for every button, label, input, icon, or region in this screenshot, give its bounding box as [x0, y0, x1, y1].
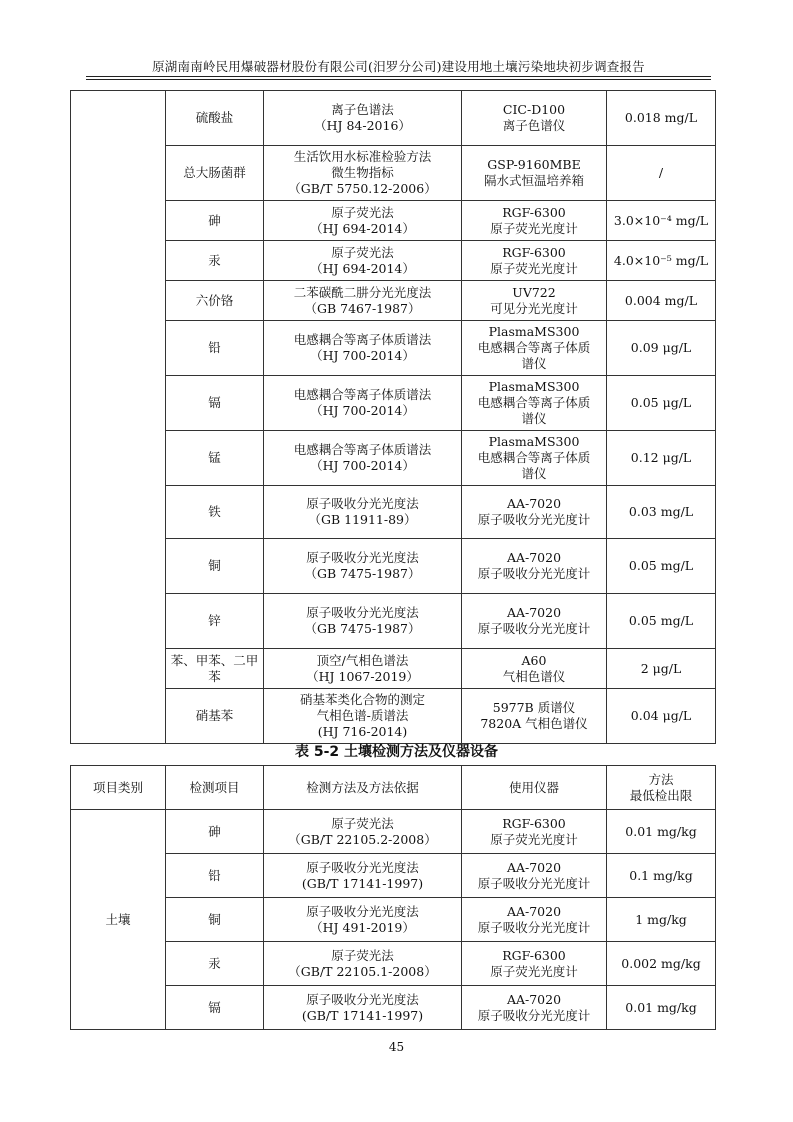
instrument-line: A60 [521, 652, 547, 668]
method-cell [264, 281, 462, 321]
item-cell [166, 321, 264, 376]
method-cell [264, 854, 462, 898]
method-line: 原子荧光法 [331, 204, 394, 220]
table-row [71, 986, 716, 1030]
instrument-cell [462, 594, 607, 649]
table-row [71, 689, 716, 744]
item-cell [166, 431, 264, 486]
instrument-line: AA-7020 [506, 496, 562, 511]
table-row [71, 898, 716, 942]
instrument-cell [462, 431, 607, 486]
instrument-line: 电感耦合等离子体质 [477, 395, 591, 410]
item-cell [166, 594, 264, 649]
item-line: 苯 [208, 668, 221, 684]
header-item: 检测项目 [166, 766, 264, 810]
instrument-cell [462, 376, 607, 431]
method-line: 原子吸收分光光度法 [306, 550, 419, 565]
instrument-line: 谱仪 [521, 466, 547, 481]
method-line: 原子吸收分光光度法 [306, 496, 419, 511]
instrument-line: 气相色谱仪 [502, 668, 566, 684]
method-line: (GB/T 17141-1997) [301, 1007, 424, 1023]
item-line: 硫酸盐 [195, 110, 234, 125]
method-line: （HJ 700-2014） [310, 458, 415, 473]
table-row [71, 539, 716, 594]
item-cell [166, 689, 264, 744]
instrument-line: GSP-9160MBE [487, 157, 581, 172]
instrument-line: 7820A 气相色谱仪 [480, 716, 588, 731]
method-line: 原子吸收分光光度法 [306, 605, 419, 620]
method-line: 原子荧光法 [331, 947, 394, 963]
method-line: （GB 7475-1987） [304, 621, 421, 636]
method-line: （GB/T 5750.12-2006） [288, 181, 437, 196]
limit-cell: 0.002 mg/kg [607, 942, 716, 986]
item-line: 苯、甲苯、二甲 [170, 652, 259, 668]
method-line: 原子吸收分光光度法 [306, 991, 419, 1007]
method-cell [264, 91, 462, 146]
header-limit-line: 最低检出限 [629, 787, 693, 803]
method-line: 原子荧光法 [331, 244, 394, 260]
item-line: 铜 [208, 558, 221, 573]
limit-cell: 3.0×10⁻⁴ mg/L [607, 201, 716, 241]
method-cell [264, 689, 462, 744]
item-line: 砷 [208, 212, 221, 228]
instrument-line: CIC-D100 [502, 102, 566, 117]
method-line: （GB 11911-89） [308, 512, 417, 527]
header-rule [86, 76, 711, 77]
method-cell [264, 241, 462, 281]
item-cell: 铅 [166, 854, 264, 898]
item-line: 铅 [208, 340, 221, 355]
table-row [71, 942, 716, 986]
method-cell [264, 486, 462, 539]
table-row [71, 91, 716, 146]
limit-cell: 0.018 mg/L [607, 91, 716, 146]
table-caption: 表 5-2 土壤检测方法及仪器设备 [294, 744, 499, 760]
limit-cell: 0.09 μg/L [607, 321, 716, 376]
method-cell [264, 986, 462, 1030]
limit-cell: 0.01 mg/kg [607, 810, 716, 854]
table-row [71, 241, 716, 281]
table-row [71, 810, 716, 854]
method-line: 原子吸收分光光度法 [306, 859, 419, 875]
instrument-line: 原子荧光光度计 [490, 220, 578, 236]
instrument-cell [462, 321, 607, 376]
limit-cell: 0.01 mg/kg [607, 986, 716, 1030]
limit-cell: 0.03 mg/L [607, 486, 716, 539]
instrument-cell [462, 281, 607, 321]
method-line: 微生物指标 [331, 165, 394, 180]
method-line: 二苯碳酰二肼分光光度法 [293, 284, 432, 300]
item-cell [166, 539, 264, 594]
instrument-cell [462, 689, 607, 744]
method-line: （HJ 1067-2019） [306, 668, 419, 684]
limit-cell: 1 mg/kg [607, 898, 716, 942]
method-line: (GB/T 17141-1997) [301, 875, 424, 891]
method-line: 气相色谱-质谱法 [316, 708, 409, 723]
instrument-line: PlasmaMS300 [488, 379, 580, 394]
category-cell: 土壤 [71, 810, 166, 1030]
method-line: （HJ 694-2014） [310, 220, 415, 236]
method-cell [264, 539, 462, 594]
limit-cell: 4.0×10⁻⁵ mg/L [607, 241, 716, 281]
instrument-line: 可见分光光度计 [490, 300, 578, 316]
item-cell: 砷 [166, 810, 264, 854]
item-line: 硝基苯 [195, 708, 234, 723]
instrument-line: 原子荧光光度计 [490, 260, 578, 276]
item-line: 锌 [208, 613, 221, 628]
item-line: 锰 [208, 450, 221, 465]
method-line: （HJ 84-2016） [314, 118, 411, 133]
instrument-line: 原子吸收分光光度计 [477, 566, 591, 581]
instrument-line: 谱仪 [521, 411, 547, 426]
item-cell [166, 281, 264, 321]
table-row [71, 854, 716, 898]
instrument-line: UV722 [512, 284, 556, 300]
instrument-cell [462, 986, 607, 1030]
page-header: 原湖南南岭民用爆破器材股份有限公司(汨罗分公司)建设用地土壤污染地块初步调查报告 [152, 59, 645, 74]
method-cell [264, 810, 462, 854]
page-number: 45 [388, 1040, 405, 1054]
method-line: 顶空/气相色谱法 [316, 652, 409, 668]
table-row [71, 281, 716, 321]
method-line: (HJ 716-2014) [317, 724, 408, 739]
instrument-cell [462, 854, 607, 898]
item-line: 六价铬 [195, 292, 234, 308]
instrument-cell [462, 146, 607, 201]
limit-cell: 0.04 μg/L [607, 689, 716, 744]
instrument-line: 原子荧光光度计 [490, 963, 578, 979]
instrument-line: 原子吸收分光光度计 [477, 1007, 591, 1023]
method-line: 生活饮用水标准检验方法 [293, 149, 432, 164]
header-method: 检测方法及方法依据 [264, 766, 462, 810]
instrument-line: 原子吸收分光光度计 [477, 621, 591, 636]
table-row [71, 649, 716, 689]
item-cell [166, 649, 264, 689]
method-line: 电感耦合等离子体质谱法 [293, 442, 432, 457]
instrument-cell [462, 201, 607, 241]
instrument-line: 原子吸收分光光度计 [477, 512, 591, 527]
instrument-cell [462, 942, 607, 986]
header-limit-line: 方法 [648, 771, 674, 787]
method-cell [264, 431, 462, 486]
limit-cell: 0.1 mg/kg [607, 854, 716, 898]
limit-cell: 2 μg/L [607, 649, 716, 689]
instrument-cell [462, 810, 607, 854]
instrument-cell [462, 486, 607, 539]
limit-cell: / [607, 146, 716, 201]
method-line: 原子荧光法 [331, 815, 394, 831]
limit-cell: 0.004 mg/L [607, 281, 716, 321]
method-cell [264, 898, 462, 942]
instrument-line: 原子吸收分光光度计 [477, 875, 591, 891]
method-cell [264, 649, 462, 689]
method-line: （GB/T 22105.1-2008） [288, 963, 437, 979]
instrument-line: RGF-6300 [502, 815, 566, 831]
method-line: 电感耦合等离子体质谱法 [293, 387, 432, 402]
item-line: 汞 [208, 252, 221, 268]
item-line: 铁 [208, 504, 221, 519]
method-line: （GB 7467-1987） [304, 300, 421, 316]
method-cell [264, 321, 462, 376]
table-row [71, 201, 716, 241]
table-header-row [71, 766, 716, 810]
method-line: 电感耦合等离子体质谱法 [293, 332, 432, 347]
instrument-line: AA-7020 [506, 550, 562, 565]
limit-cell: 0.05 mg/L [607, 539, 716, 594]
instrument-line: AA-7020 [506, 991, 562, 1007]
table-row [71, 146, 716, 201]
water-methods-table [70, 90, 716, 744]
instrument-line: AA-7020 [506, 859, 562, 875]
method-cell [264, 376, 462, 431]
item-cell [166, 91, 264, 146]
table-row [71, 594, 716, 649]
instrument-cell [462, 898, 607, 942]
item-cell: 汞 [166, 942, 264, 986]
header-category: 项目类别 [71, 766, 166, 810]
table-row [71, 486, 716, 539]
item-cell: 镉 [166, 986, 264, 1030]
soil-methods-table [70, 765, 716, 1030]
limit-cell: 0.12 μg/L [607, 431, 716, 486]
instrument-line: AA-7020 [506, 605, 562, 620]
instrument-line: 原子荧光光度计 [490, 831, 578, 847]
instrument-line: 电感耦合等离子体质 [477, 340, 591, 355]
item-line: 镉 [208, 395, 221, 410]
instrument-line: 谱仪 [521, 356, 547, 371]
instrument-line: 电感耦合等离子体质 [477, 450, 591, 465]
instrument-line: PlasmaMS300 [488, 434, 580, 449]
instrument-cell [462, 649, 607, 689]
instrument-line: PlasmaMS300 [488, 324, 580, 339]
item-cell [166, 146, 264, 201]
header-limit [607, 766, 716, 810]
method-line: （HJ 700-2014） [310, 403, 415, 418]
method-cell [264, 201, 462, 241]
method-line: 离子色谱法 [331, 102, 394, 117]
method-cell [264, 942, 462, 986]
method-line: （GB/T 22105.2-2008） [288, 831, 437, 847]
instrument-line: 原子吸收分光光度计 [477, 919, 591, 935]
method-line: （GB 7475-1987） [304, 566, 421, 581]
instrument-line: 离子色谱仪 [502, 118, 566, 133]
instrument-line: RGF-6300 [502, 204, 566, 220]
table-row [71, 431, 716, 486]
item-line: 总大肠菌群 [183, 165, 246, 180]
instrument-line: RGF-6300 [502, 947, 566, 963]
method-line: （HJ 700-2014） [310, 348, 415, 363]
method-line: 原子吸收分光光度法 [306, 903, 419, 919]
table-row [71, 376, 716, 431]
instrument-line: 5977B 质谱仪 [492, 700, 576, 715]
item-cell [166, 201, 264, 241]
method-cell [264, 594, 462, 649]
instrument-line: RGF-6300 [502, 244, 566, 260]
limit-cell: 0.05 μg/L [607, 376, 716, 431]
category-cell [71, 91, 166, 744]
item-cell [166, 376, 264, 431]
item-cell [166, 241, 264, 281]
table-row [71, 321, 716, 376]
item-cell [166, 486, 264, 539]
instrument-cell [462, 241, 607, 281]
instrument-line: 隔水式恒温培养箱 [483, 173, 584, 188]
instrument-cell [462, 91, 607, 146]
instrument-line: AA-7020 [506, 903, 562, 919]
item-cell: 铜 [166, 898, 264, 942]
method-line: （HJ 491-2019） [310, 919, 415, 935]
method-cell [264, 146, 462, 201]
header-instrument: 使用仪器 [462, 766, 607, 810]
header-rule-thin [86, 79, 711, 80]
limit-cell: 0.05 mg/L [607, 594, 716, 649]
method-line: （HJ 694-2014） [310, 260, 415, 276]
instrument-cell [462, 539, 607, 594]
method-line: 硝基苯类化合物的测定 [299, 692, 425, 707]
